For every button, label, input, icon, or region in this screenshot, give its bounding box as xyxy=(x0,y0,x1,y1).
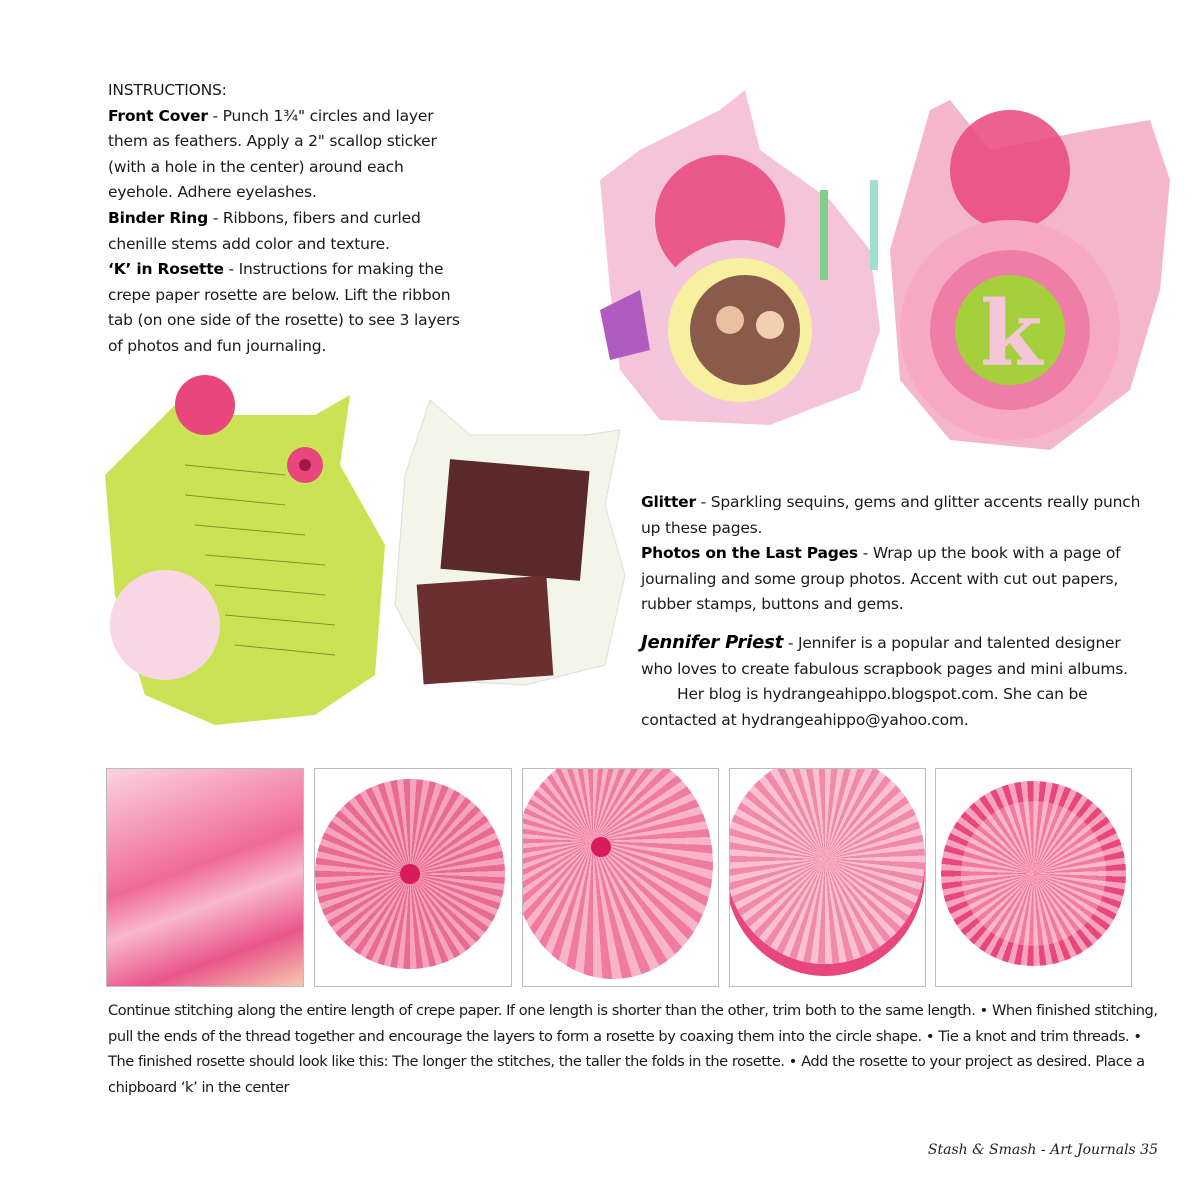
designer-contact: Her blog is hydrangeahippo.blogspot.com. She can be contacted at hydrangeahippo@yahoo.com. xyxy=(641,685,1088,729)
owl-album-journal-photo xyxy=(85,375,630,765)
owl-letter: k xyxy=(980,281,1043,387)
step-photo-1 xyxy=(106,768,304,987)
instructions-block xyxy=(108,78,468,360)
owl-album-cover-photo xyxy=(570,90,1195,475)
steps-text: Continue stitching along the entire length of crepe paper. If one length is shorter than the other, trim both to the same length. • When finished stitching, pull the ends of the thread together and encourage the layers to form a rosette by coaxing them into the circle shape. • Tie a knot and trim threads. • The finished rosette should look like this: The longer the stitches, the taller the folds in the rosette. • Add the rosette to your project as desired. Place a chipboard ‘k’ in the center xyxy=(108,1002,1158,1096)
instructions-heading: INSTRUCTIONS: xyxy=(108,81,227,99)
details-block xyxy=(641,490,1141,733)
detail-photos: Photos on the Last Pages - Wrap up the book with a page of journaling and some group photos. Accent with cut out papers, rubber stamps, buttons and gems. xyxy=(641,544,1121,614)
page-footer: Stash & Smash - Art Journals 35 xyxy=(927,1142,1158,1158)
instruction-front-cover: Front Cover - Punch 1¾" circles and layer them as feathers. Apply a 2" scallop sticker (with a hole in the center) around each eyehole. Adhere eyelashes. xyxy=(108,106,437,202)
instruction-k-rosette: ‘K’ in Rosette - Instructions for making the crepe paper rosette are below. Lift the ribbon tab (on one side of the rosette) to see 3 layers of photos and fun journaling. xyxy=(108,260,460,355)
step-photo-4 xyxy=(729,768,926,987)
instruction-binder-ring: Binder Ring - Ribbons, fibers and curled chenille stems add color and texture. xyxy=(108,208,421,253)
step-photo-3 xyxy=(522,768,719,987)
step-photo-5 xyxy=(935,768,1132,987)
designer-bio: Jennifer Priest - Jennifer is a popular and talented designer who loves to create fabulous scrapbook pages and mini albums. xyxy=(641,631,1128,678)
detail-glitter: Glitter - Sparkling sequins, gems and glitter accents really punch up these pages. xyxy=(641,493,1141,537)
step-photo-2 xyxy=(314,768,512,987)
